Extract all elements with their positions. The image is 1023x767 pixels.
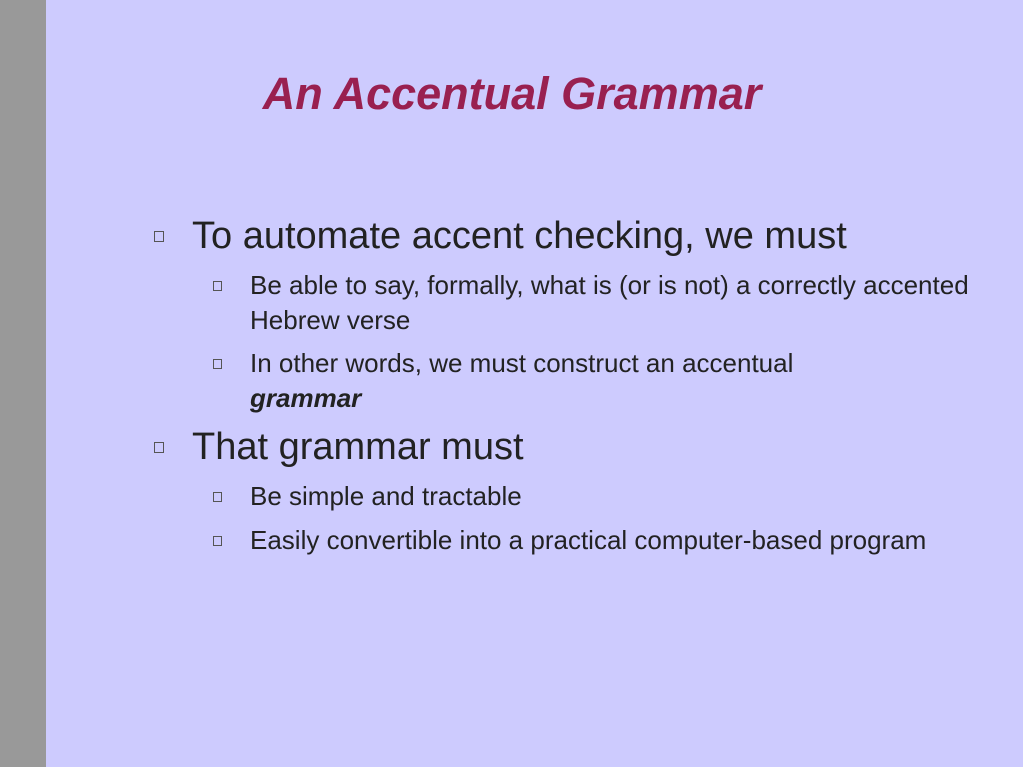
left-accent-bar (0, 0, 46, 767)
sub-bullet-item (204, 479, 994, 514)
square-bullet-icon (213, 359, 222, 369)
square-bullet-icon (213, 492, 222, 502)
slide (46, 0, 1023, 767)
bullet-item (146, 425, 996, 469)
bullet-text: That grammar must (192, 426, 524, 468)
bullet-item (146, 214, 996, 258)
square-bullet-icon (154, 442, 164, 453)
sub-bullet-item (204, 268, 994, 338)
sub-bullet-text-with-emphasis (250, 346, 994, 416)
square-bullet-icon (213, 281, 222, 291)
sub-bullet-text: In other words, we must construct an accentual (250, 348, 794, 378)
square-bullet-icon (154, 231, 164, 242)
sub-bullet-item (204, 523, 994, 558)
sub-bullet-text: Be able to say, formally, what is (or is not) a correctly accented Hebrew verse (250, 270, 969, 335)
bullet-text: To automate accent checking, we must (192, 215, 847, 257)
sub-bullet-item (204, 346, 994, 416)
sub-bullet-text: Be simple and tractable (250, 481, 522, 511)
square-bullet-icon (213, 536, 222, 546)
sub-bullet-text: Easily convertible into a practical computer-based program (250, 525, 927, 555)
bullet-list (46, 0, 1023, 767)
slide-title: An Accentual Grammar (262, 68, 762, 119)
emphasized-word: grammar (250, 383, 362, 413)
